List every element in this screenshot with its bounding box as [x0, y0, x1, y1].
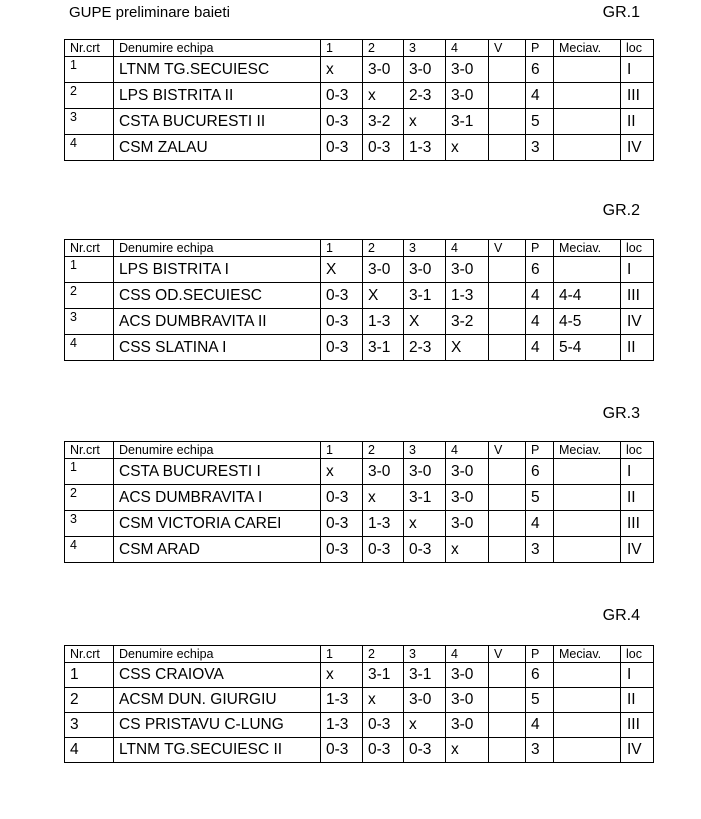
table-row	[65, 335, 654, 361]
cell-result-2: X	[363, 283, 404, 309]
cell-result-1: 0-3	[321, 511, 363, 537]
cell-result-1: 0-3	[321, 109, 363, 135]
cell-victories	[489, 663, 526, 688]
table-row	[65, 57, 654, 83]
table-row	[65, 459, 654, 485]
table-header-row	[65, 646, 654, 663]
group-label: GR.2	[602, 202, 640, 219]
cell-points: 6	[526, 459, 554, 485]
header-team-name: Denumire echipa	[114, 40, 321, 57]
cell-victories	[489, 688, 526, 713]
header-victories: V	[489, 40, 526, 57]
cell-result-3: 1-3	[404, 135, 446, 161]
cell-result-4: 3-0	[446, 57, 489, 83]
cell-team-name: ACS DUMBRAVITA I	[114, 485, 321, 511]
cell-team-name: CS PRISTAVU C-LUNG	[114, 713, 321, 738]
cell-meciav	[554, 663, 621, 688]
cell-result-3: 3-0	[404, 459, 446, 485]
header-result-2: 2	[363, 240, 404, 257]
group-standings-table	[64, 645, 654, 763]
cell-result-3: 3-1	[404, 663, 446, 688]
cell-meciav	[554, 109, 621, 135]
cell-result-1: 0-3	[321, 135, 363, 161]
cell-result-4: x	[446, 738, 489, 763]
cell-place: I	[621, 459, 654, 485]
cell-nr-crt: 4	[65, 537, 114, 563]
table-row	[65, 537, 654, 563]
header-victories: V	[489, 240, 526, 257]
cell-victories	[489, 309, 526, 335]
header-nr-crt: Nr.crt	[65, 240, 114, 257]
header-result-1: 1	[321, 442, 363, 459]
cell-victories	[489, 57, 526, 83]
header-result-4: 4	[446, 240, 489, 257]
cell-result-3: x	[404, 511, 446, 537]
cell-team-name: ACS DUMBRAVITA II	[114, 309, 321, 335]
cell-result-1: x	[321, 57, 363, 83]
cell-victories	[489, 738, 526, 763]
cell-result-4: 3-0	[446, 688, 489, 713]
group-standings-table	[64, 239, 654, 361]
cell-result-4: 3-0	[446, 485, 489, 511]
group-label: GR.3	[602, 405, 640, 422]
cell-result-2: 3-0	[363, 459, 404, 485]
group-standings-table	[64, 39, 654, 161]
cell-place: II	[621, 688, 654, 713]
cell-result-3: 2-3	[404, 83, 446, 109]
cell-result-4: 3-0	[446, 459, 489, 485]
cell-place: IV	[621, 135, 654, 161]
cell-points: 6	[526, 663, 554, 688]
header-points: P	[526, 442, 554, 459]
cell-team-name: CSM ZALAU	[114, 135, 321, 161]
header-team-name: Denumire echipa	[114, 240, 321, 257]
cell-result-4: 3-0	[446, 83, 489, 109]
cell-result-1: x	[321, 459, 363, 485]
cell-team-name: LPS BISTRITA I	[114, 257, 321, 283]
cell-nr-crt: 4	[65, 335, 114, 361]
cell-result-2: 3-0	[363, 257, 404, 283]
cell-nr-crt: 2	[65, 485, 114, 511]
cell-place: I	[621, 663, 654, 688]
table-row	[65, 738, 654, 763]
cell-victories	[489, 83, 526, 109]
cell-result-4: 3-0	[446, 663, 489, 688]
cell-points: 5	[526, 688, 554, 713]
header-result-3: 3	[404, 40, 446, 57]
cell-result-2: 3-1	[363, 335, 404, 361]
cell-nr-crt: 2	[65, 283, 114, 309]
header-result-2: 2	[363, 442, 404, 459]
header-victories: V	[489, 646, 526, 663]
cell-result-4: 1-3	[446, 283, 489, 309]
cell-result-4: x	[446, 537, 489, 563]
cell-place: III	[621, 283, 654, 309]
cell-points: 6	[526, 57, 554, 83]
cell-nr-crt: 2	[65, 83, 114, 109]
cell-victories	[489, 459, 526, 485]
table-row	[65, 283, 654, 309]
header-team-name: Denumire echipa	[114, 442, 321, 459]
table-row	[65, 109, 654, 135]
cell-place: II	[621, 109, 654, 135]
cell-result-1: 0-3	[321, 485, 363, 511]
header-result-2: 2	[363, 646, 404, 663]
cell-result-4: 3-1	[446, 109, 489, 135]
cell-result-3: 0-3	[404, 738, 446, 763]
group-label: GR.4	[602, 607, 640, 624]
cell-place: III	[621, 83, 654, 109]
cell-result-2: 1-3	[363, 309, 404, 335]
cell-result-2: 0-3	[363, 738, 404, 763]
cell-team-name: LPS BISTRITA II	[114, 83, 321, 109]
header-nr-crt: Nr.crt	[65, 442, 114, 459]
header-points: P	[526, 240, 554, 257]
cell-nr-crt: 1	[65, 663, 114, 688]
cell-points: 5	[526, 109, 554, 135]
cell-victories	[489, 135, 526, 161]
header-nr-crt: Nr.crt	[65, 646, 114, 663]
table-header-row	[65, 442, 654, 459]
cell-place: IV	[621, 537, 654, 563]
cell-result-2: 0-3	[363, 713, 404, 738]
cell-victories	[489, 713, 526, 738]
cell-result-1: 0-3	[321, 83, 363, 109]
header-meciav: Meciav.	[554, 240, 621, 257]
header-nr-crt: Nr.crt	[65, 40, 114, 57]
cell-team-name: CSM VICTORIA CAREI	[114, 511, 321, 537]
cell-place: II	[621, 485, 654, 511]
header-place: loc	[621, 40, 654, 57]
cell-points: 5	[526, 485, 554, 511]
table-header-row	[65, 240, 654, 257]
cell-result-3: X	[404, 309, 446, 335]
table-row	[65, 83, 654, 109]
cell-result-4: x	[446, 135, 489, 161]
cell-meciav	[554, 257, 621, 283]
header-meciav: Meciav.	[554, 646, 621, 663]
header-result-3: 3	[404, 442, 446, 459]
table-row	[65, 485, 654, 511]
table-row	[65, 663, 654, 688]
cell-result-2: 0-3	[363, 537, 404, 563]
cell-meciav	[554, 738, 621, 763]
cell-meciav	[554, 459, 621, 485]
cell-result-1: x	[321, 663, 363, 688]
header-points: P	[526, 40, 554, 57]
group-label: GR.1	[602, 4, 640, 21]
document-title: GUPE preliminare baieti	[69, 4, 230, 21]
cell-result-1: 0-3	[321, 335, 363, 361]
cell-result-3: x	[404, 713, 446, 738]
cell-victories	[489, 511, 526, 537]
cell-place: IV	[621, 738, 654, 763]
cell-nr-crt: 3	[65, 511, 114, 537]
cell-result-4: 3-0	[446, 511, 489, 537]
cell-nr-crt: 3	[65, 713, 114, 738]
cell-nr-crt: 3	[65, 309, 114, 335]
cell-meciav: 4-5	[554, 309, 621, 335]
header-result-1: 1	[321, 40, 363, 57]
cell-result-2: 3-0	[363, 57, 404, 83]
table-row	[65, 713, 654, 738]
cell-nr-crt: 2	[65, 688, 114, 713]
cell-points: 4	[526, 713, 554, 738]
cell-meciav: 4-4	[554, 283, 621, 309]
cell-place: I	[621, 257, 654, 283]
table-row	[65, 309, 654, 335]
cell-victories	[489, 335, 526, 361]
cell-meciav: 5-4	[554, 335, 621, 361]
cell-result-3: 3-0	[404, 257, 446, 283]
header-result-3: 3	[404, 646, 446, 663]
cell-meciav	[554, 485, 621, 511]
cell-points: 4	[526, 309, 554, 335]
cell-result-4: 3-0	[446, 257, 489, 283]
header-place: loc	[621, 442, 654, 459]
header-result-1: 1	[321, 240, 363, 257]
cell-meciav	[554, 135, 621, 161]
cell-result-2: 0-3	[363, 135, 404, 161]
header-result-4: 4	[446, 646, 489, 663]
table-row	[65, 511, 654, 537]
cell-result-2: 1-3	[363, 511, 404, 537]
cell-place: IV	[621, 309, 654, 335]
cell-meciav	[554, 83, 621, 109]
cell-result-1: 1-3	[321, 713, 363, 738]
cell-meciav	[554, 688, 621, 713]
cell-meciav	[554, 537, 621, 563]
header-result-1: 1	[321, 646, 363, 663]
cell-result-2: x	[363, 688, 404, 713]
cell-points: 3	[526, 135, 554, 161]
table-header-row	[65, 40, 654, 57]
cell-points: 4	[526, 335, 554, 361]
cell-nr-crt: 1	[65, 257, 114, 283]
cell-team-name: LTNM TG.SECUIESC	[114, 57, 321, 83]
cell-nr-crt: 3	[65, 109, 114, 135]
cell-team-name: CSS SLATINA I	[114, 335, 321, 361]
cell-result-4: 3-2	[446, 309, 489, 335]
cell-nr-crt: 4	[65, 738, 114, 763]
cell-result-1: 1-3	[321, 688, 363, 713]
cell-result-2: x	[363, 485, 404, 511]
header-meciav: Meciav.	[554, 442, 621, 459]
cell-result-3: 3-0	[404, 57, 446, 83]
cell-victories	[489, 485, 526, 511]
cell-team-name: CSS OD.SECUIESC	[114, 283, 321, 309]
cell-result-3: 3-1	[404, 485, 446, 511]
cell-result-1: 0-3	[321, 738, 363, 763]
cell-result-2: x	[363, 83, 404, 109]
cell-nr-crt: 4	[65, 135, 114, 161]
cell-points: 4	[526, 283, 554, 309]
cell-meciav	[554, 57, 621, 83]
cell-result-3: 0-3	[404, 537, 446, 563]
cell-points: 3	[526, 738, 554, 763]
cell-result-4: X	[446, 335, 489, 361]
cell-nr-crt: 1	[65, 459, 114, 485]
cell-result-3: 3-0	[404, 688, 446, 713]
header-team-name: Denumire echipa	[114, 646, 321, 663]
cell-points: 6	[526, 257, 554, 283]
header-place: loc	[621, 240, 654, 257]
cell-result-3: x	[404, 109, 446, 135]
cell-place: III	[621, 511, 654, 537]
cell-place: III	[621, 713, 654, 738]
cell-nr-crt: 1	[65, 57, 114, 83]
header-victories: V	[489, 442, 526, 459]
cell-place: I	[621, 57, 654, 83]
cell-result-1: 0-3	[321, 309, 363, 335]
table-row	[65, 257, 654, 283]
cell-points: 4	[526, 511, 554, 537]
cell-team-name: LTNM TG.SECUIESC II	[114, 738, 321, 763]
cell-place: II	[621, 335, 654, 361]
cell-points: 4	[526, 83, 554, 109]
cell-points: 3	[526, 537, 554, 563]
header-result-3: 3	[404, 240, 446, 257]
cell-result-2: 3-2	[363, 109, 404, 135]
header-meciav: Meciav.	[554, 40, 621, 57]
header-place: loc	[621, 646, 654, 663]
cell-team-name: ACSM DUN. GIURGIU	[114, 688, 321, 713]
cell-victories	[489, 109, 526, 135]
cell-result-2: 3-1	[363, 663, 404, 688]
cell-victories	[489, 283, 526, 309]
header-result-4: 4	[446, 40, 489, 57]
cell-result-3: 2-3	[404, 335, 446, 361]
cell-team-name: CSS CRAIOVA	[114, 663, 321, 688]
cell-meciav	[554, 511, 621, 537]
cell-result-1: X	[321, 257, 363, 283]
cell-meciav	[554, 713, 621, 738]
table-row	[65, 135, 654, 161]
cell-result-1: 0-3	[321, 537, 363, 563]
cell-victories	[489, 257, 526, 283]
cell-victories	[489, 537, 526, 563]
cell-result-1: 0-3	[321, 283, 363, 309]
cell-team-name: CSTA BUCURESTI I	[114, 459, 321, 485]
header-result-4: 4	[446, 442, 489, 459]
cell-team-name: CSTA BUCURESTI II	[114, 109, 321, 135]
header-points: P	[526, 646, 554, 663]
cell-team-name: CSM ARAD	[114, 537, 321, 563]
group-standings-table	[64, 441, 654, 563]
header-result-2: 2	[363, 40, 404, 57]
cell-result-3: 3-1	[404, 283, 446, 309]
table-row	[65, 688, 654, 713]
cell-result-4: 3-0	[446, 713, 489, 738]
